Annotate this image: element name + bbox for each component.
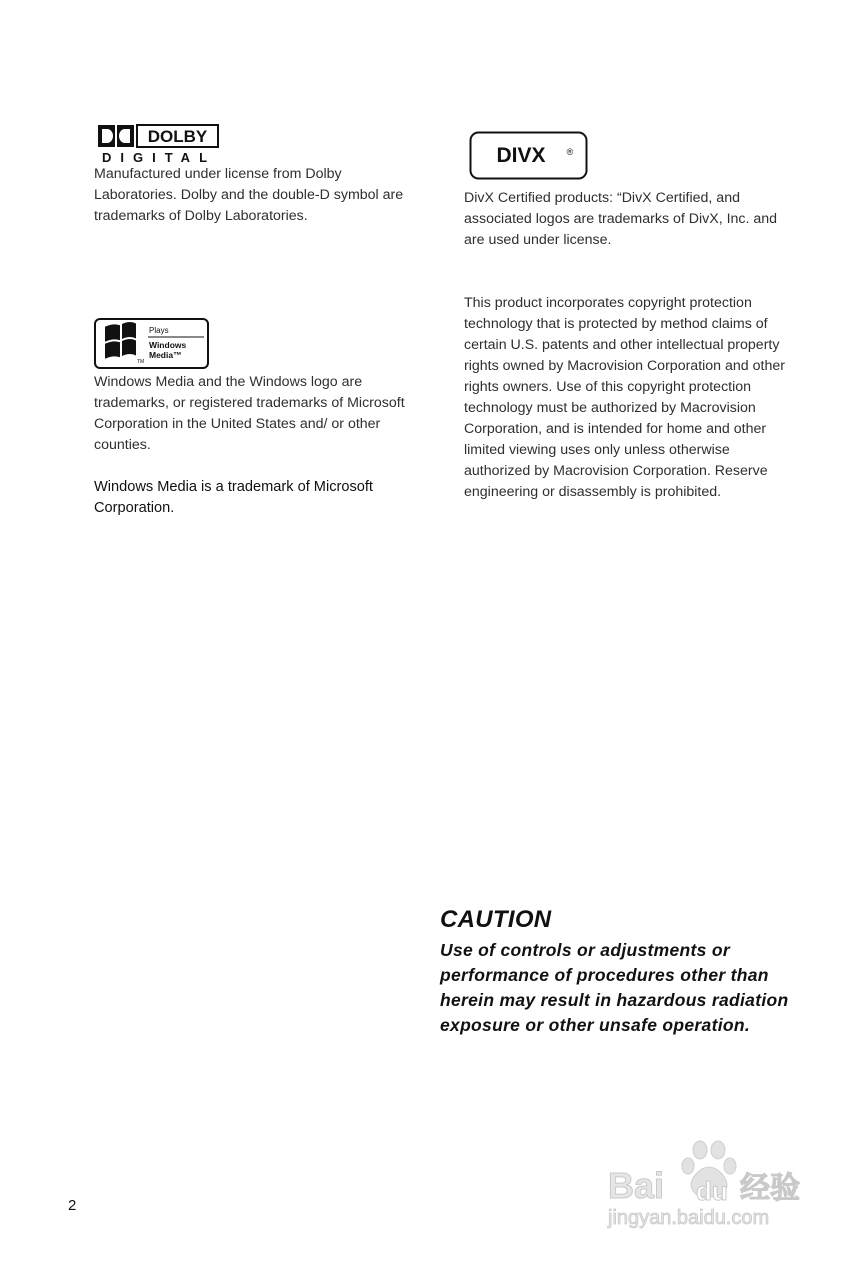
macrovision-notice (464, 293, 792, 503)
caution-title: CAUTION (440, 906, 552, 933)
windows-media-word-media: Media™ (149, 350, 182, 360)
divx-logo-word: DIVX (496, 144, 546, 167)
windows-media-paragraph: Windows Media and the Windows logo are trademarks, or registered trademarks of Microsoft Corporation in the United States and/ or other counties. (94, 374, 405, 453)
divx-registered-mark: ® (566, 147, 574, 157)
page-number: 2 (68, 1197, 77, 1214)
divx-license-text (464, 188, 794, 251)
caution-body: Use of controls or adjustments or performance of procedures other than herein may result in hazardous radiation exposure or other unsafe operation. (440, 940, 789, 1035)
dolby-paragraph: Manufactured under license from Dolby Laboratories. Dolby and the double-D symbol are trademarks of Dolby Laboratories. (94, 166, 404, 224)
dolby-logo-digital: DIGITAL (101, 150, 217, 164)
macrovision-paragraph: This product incorporates copyright protection technology that is protected by method claims of certain U.S. patents and other intellectual property rights owned by Macrovision Corporation and other rights owners. Use of this copyright protection technology must be authorized by Macrovision Corporation, and is intended for home and other limited viewing uses only unless otherwise authorized by Macrovision Corporation. Reserve engineering or disassembly is prohibited. (464, 295, 785, 500)
caution-notice (440, 906, 800, 1038)
windows-media-trademark-text (94, 477, 414, 519)
dolby-license-text (94, 164, 424, 227)
windows-media-word-windows: Windows (149, 340, 187, 350)
windows-media-trademark-paragraph: Windows Media is a trademark of Microsoft Corporation. (94, 479, 373, 516)
watermark-url: jingyan.baidu.com (608, 1207, 770, 1229)
dolby-logo-word: DOLBY (147, 127, 208, 146)
baidu-watermark (600, 1138, 810, 1234)
watermark-brand-left: Bai (608, 1165, 665, 1206)
divx-paragraph: DivX Certified products: “DivX Certified, and associated logos are trademarks of DivX, Inc. and are used under license. (464, 190, 778, 248)
watermark-brand-cn: 经验 (740, 1171, 800, 1206)
windows-media-plays: Plays (149, 326, 169, 335)
divx-logo (469, 131, 588, 180)
windows-media-tm: TM (137, 359, 145, 365)
windows-media-license-text (94, 372, 419, 456)
watermark-brand-right: du (696, 1176, 728, 1206)
dolby-digital-logo (97, 124, 221, 164)
windows-media-logo (94, 318, 209, 369)
